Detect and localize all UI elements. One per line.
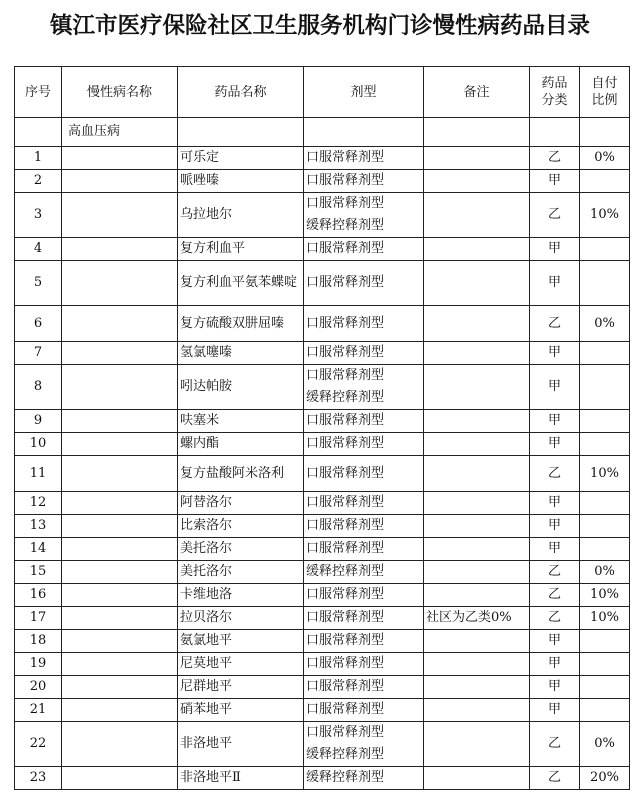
disease-cell [62,630,178,653]
dosage-form-cell [304,433,424,456]
dosage-form-cell [304,584,424,607]
drug-class: 乙 [530,767,580,790]
self-pay-ratio [580,365,630,410]
row-number: 3 [15,193,62,238]
category-no-cell [15,118,62,147]
header-class [530,67,580,118]
dosage-form-cell [304,630,424,653]
dosage-form: 缓释控释剂型 [306,390,385,405]
drug-class: 甲 [530,365,580,410]
table-row [15,607,630,630]
table-row [15,676,630,699]
category-class-cell [530,118,580,147]
note-cell [424,238,530,261]
self-pay-ratio: 10% [580,456,630,492]
table-row [15,492,630,515]
header-class-line2: 分类 [541,93,568,108]
note-cell [424,492,530,515]
drug-name: 非洛地平Ⅱ [178,767,304,790]
disease-cell [62,699,178,722]
dosage-form: 口服常释剂型 [306,150,385,165]
drug-class: 乙 [530,561,580,584]
drug-name: 硝苯地平 [178,699,304,722]
drug-class: 乙 [530,147,580,170]
header-disease: 慢性病名称 [62,67,178,118]
row-number: 7 [15,342,62,365]
drug-name: 复方硫酸双肼屈嗪 [178,306,304,342]
dosage-form-cell [304,410,424,433]
drug-class: 甲 [530,515,580,538]
drug-class: 甲 [530,433,580,456]
self-pay-ratio: 10% [580,193,630,238]
table-row [15,630,630,653]
row-number: 8 [15,365,62,410]
disease-cell [62,584,178,607]
dosage-form: 口服常释剂型 [306,518,385,533]
drug-name: 可乐定 [178,147,304,170]
row-number: 4 [15,238,62,261]
row-number: 20 [15,676,62,699]
note-cell [424,433,530,456]
disease-cell [62,193,178,238]
header-no: 序号 [15,67,62,118]
note-cell [424,306,530,342]
disease-cell [62,147,178,170]
drug-class: 乙 [530,607,580,630]
disease-cell [62,767,178,790]
self-pay-ratio [580,433,630,456]
disease-cell [62,306,178,342]
category-form-cell [304,118,424,147]
dosage-form: 口服常释剂型 [306,315,385,331]
dosage-form: 口服常释剂型 [306,465,385,481]
disease-cell [62,515,178,538]
drug-name: 非洛地平 [178,722,304,767]
drug-class: 甲 [530,238,580,261]
dosage-form-cell [304,306,424,342]
self-pay-ratio [580,492,630,515]
drug-name: 尼莫地平 [178,653,304,676]
drug-name: 美托洛尔 [178,538,304,561]
note-cell: 社区为乙类0% [424,607,530,630]
dosage-form: 口服常释剂型 [306,413,385,428]
category-name: 高血压病 [62,118,178,147]
self-pay-ratio [580,342,630,365]
table-row [15,261,630,306]
dosage-form: 口服常释剂型 [306,633,385,648]
note-cell [424,456,530,492]
dosage-form-cell [304,193,424,238]
drug-class: 甲 [530,538,580,561]
self-pay-ratio [580,653,630,676]
note-cell [424,538,530,561]
dosage-form-cell [304,515,424,538]
dosage-form-cell [304,767,424,790]
dosage-form-cell [304,653,424,676]
note-cell [424,365,530,410]
disease-cell [62,653,178,676]
header-ratio [580,67,630,118]
row-number: 21 [15,699,62,722]
dosage-form-cell [304,699,424,722]
drug-class: 甲 [530,410,580,433]
disease-cell [62,238,178,261]
table-row [15,410,630,433]
row-number: 1 [15,147,62,170]
dosage-form: 口服常释剂型 [306,196,385,211]
row-number: 23 [15,767,62,790]
category-row [15,118,630,147]
header-note: 备注 [424,67,530,118]
dosage-form-cell [304,561,424,584]
dosage-form: 口服常释剂型 [306,541,385,556]
dosage-form-cell [304,607,424,630]
drug-name: 卡维地洛 [178,584,304,607]
table-row [15,653,630,676]
row-number: 12 [15,492,62,515]
table-row [15,365,630,410]
table-row [15,584,630,607]
row-number: 2 [15,170,62,193]
self-pay-ratio [580,630,630,653]
table-row [15,561,630,584]
dosage-form: 口服常释剂型 [306,345,385,360]
table-row [15,147,630,170]
table-row [15,722,630,767]
dosage-form: 口服常释剂型 [306,587,385,602]
note-cell [424,584,530,607]
drug-name: 尼群地平 [178,676,304,699]
dosage-form: 口服常释剂型 [306,725,385,740]
self-pay-ratio [580,538,630,561]
note-cell [424,699,530,722]
drug-class: 甲 [530,492,580,515]
note-cell [424,767,530,790]
table-row [15,342,630,365]
note-cell [424,653,530,676]
drug-class: 乙 [530,456,580,492]
dosage-form-cell [304,456,424,492]
dosage-form-cell [304,170,424,193]
self-pay-ratio: 20% [580,767,630,790]
dosage-form-cell [304,238,424,261]
header-ratio-line1: 自付 [591,76,618,91]
dosage-form: 口服常释剂型 [306,173,385,188]
note-cell [424,193,530,238]
dosage-form: 口服常释剂型 [306,610,385,625]
table-row [15,767,630,790]
drug-class: 乙 [530,584,580,607]
header-ratio-line2: 比例 [591,93,618,108]
row-number: 18 [15,630,62,653]
drug-name: 乌拉地尔 [178,193,304,238]
row-number: 13 [15,515,62,538]
self-pay-ratio [580,699,630,722]
row-number: 19 [15,653,62,676]
disease-cell [62,342,178,365]
dosage-form-cell [304,538,424,561]
drug-name: 呋塞米 [178,410,304,433]
dosage-form: 缓释控释剂型 [306,564,385,579]
drug-table [14,66,630,790]
disease-cell [62,722,178,767]
row-number: 22 [15,722,62,767]
table-row [15,699,630,722]
self-pay-ratio [580,515,630,538]
dosage-form: 缓释控释剂型 [306,747,385,762]
drug-name: 氨氯地平 [178,630,304,653]
disease-cell [62,607,178,630]
note-cell [424,630,530,653]
disease-cell [62,170,178,193]
self-pay-ratio: 0% [580,306,630,342]
drug-class: 甲 [530,630,580,653]
table-row [15,170,630,193]
dosage-form: 口服常释剂型 [306,656,385,671]
disease-cell [62,538,178,561]
table-row [15,515,630,538]
drug-name: 拉贝洛尔 [178,607,304,630]
drug-name: 复方利血平 [178,238,304,261]
drug-class: 甲 [530,653,580,676]
dosage-form: 缓释控释剂型 [306,218,385,233]
self-pay-ratio: 0% [580,561,630,584]
self-pay-ratio [580,170,630,193]
disease-cell [62,676,178,699]
header-form: 剂型 [304,67,424,118]
drug-class: 甲 [530,699,580,722]
self-pay-ratio [580,410,630,433]
disease-cell [62,365,178,410]
self-pay-ratio: 10% [580,584,630,607]
drug-name: 美托洛尔 [178,561,304,584]
drug-name: 复方盐酸阿米洛利 [178,456,304,492]
table-row [15,433,630,456]
note-cell [424,676,530,699]
self-pay-ratio [580,238,630,261]
drug-name: 氢氯噻嗪 [178,342,304,365]
dosage-form: 缓释控释剂型 [306,770,385,785]
drug-class: 乙 [530,722,580,767]
drug-class: 乙 [530,193,580,238]
table-row [15,306,630,342]
category-ratio-cell [580,118,630,147]
row-number: 6 [15,306,62,342]
note-cell [424,147,530,170]
header-row [15,67,630,118]
disease-cell [62,433,178,456]
row-number: 11 [15,456,62,492]
note-cell [424,515,530,538]
drug-class: 甲 [530,342,580,365]
dosage-form: 口服常释剂型 [306,275,385,290]
table-row [15,456,630,492]
drug-class: 甲 [530,261,580,306]
row-number: 15 [15,561,62,584]
note-cell [424,170,530,193]
drug-name: 螺内酯 [178,433,304,456]
table-row [15,538,630,561]
disease-cell [62,410,178,433]
dosage-form: 口服常释剂型 [306,702,385,717]
dosage-form: 口服常释剂型 [306,679,385,694]
self-pay-ratio [580,261,630,306]
dosage-form-cell [304,342,424,365]
drug-name: 哌唑嗪 [178,170,304,193]
self-pay-ratio: 0% [580,147,630,170]
category-note-cell [424,118,530,147]
dosage-form: 口服常释剂型 [306,241,385,256]
row-number: 14 [15,538,62,561]
note-cell [424,561,530,584]
dosage-form-cell [304,365,424,410]
disease-cell [62,492,178,515]
table-row [15,193,630,238]
drug-class: 乙 [530,306,580,342]
dosage-form: 口服常释剂型 [306,495,385,510]
self-pay-ratio: 0% [580,722,630,767]
disease-cell [62,456,178,492]
row-number: 9 [15,410,62,433]
drug-name: 复方利血平氨苯蝶啶 [178,261,304,306]
dosage-form-cell [304,722,424,767]
note-cell [424,410,530,433]
table-row [15,238,630,261]
header-drug: 药品名称 [178,67,304,118]
dosage-form-cell [304,492,424,515]
drug-name: 阿替洛尔 [178,492,304,515]
dosage-form-cell [304,261,424,306]
self-pay-ratio: 10% [580,607,630,630]
dosage-form: 口服常释剂型 [306,436,385,451]
drug-name: 吲达帕胺 [178,365,304,410]
disease-cell [62,261,178,306]
drug-name: 比索洛尔 [178,515,304,538]
dosage-form: 口服常释剂型 [306,368,385,383]
category-drug-cell [178,118,304,147]
note-cell [424,261,530,306]
drug-class: 甲 [530,676,580,699]
dosage-form-cell [304,676,424,699]
page-title: 镇江市医疗保险社区卫生服务机构门诊慢性病药品目录 [49,13,590,39]
header-class-line1: 药品 [541,76,568,91]
row-number: 16 [15,584,62,607]
dosage-form-cell [304,147,424,170]
note-cell [424,722,530,767]
disease-cell [62,561,178,584]
row-number: 17 [15,607,62,630]
note-cell [424,342,530,365]
row-number: 5 [15,261,62,306]
self-pay-ratio [580,676,630,699]
drug-class: 甲 [530,170,580,193]
row-number: 10 [15,433,62,456]
